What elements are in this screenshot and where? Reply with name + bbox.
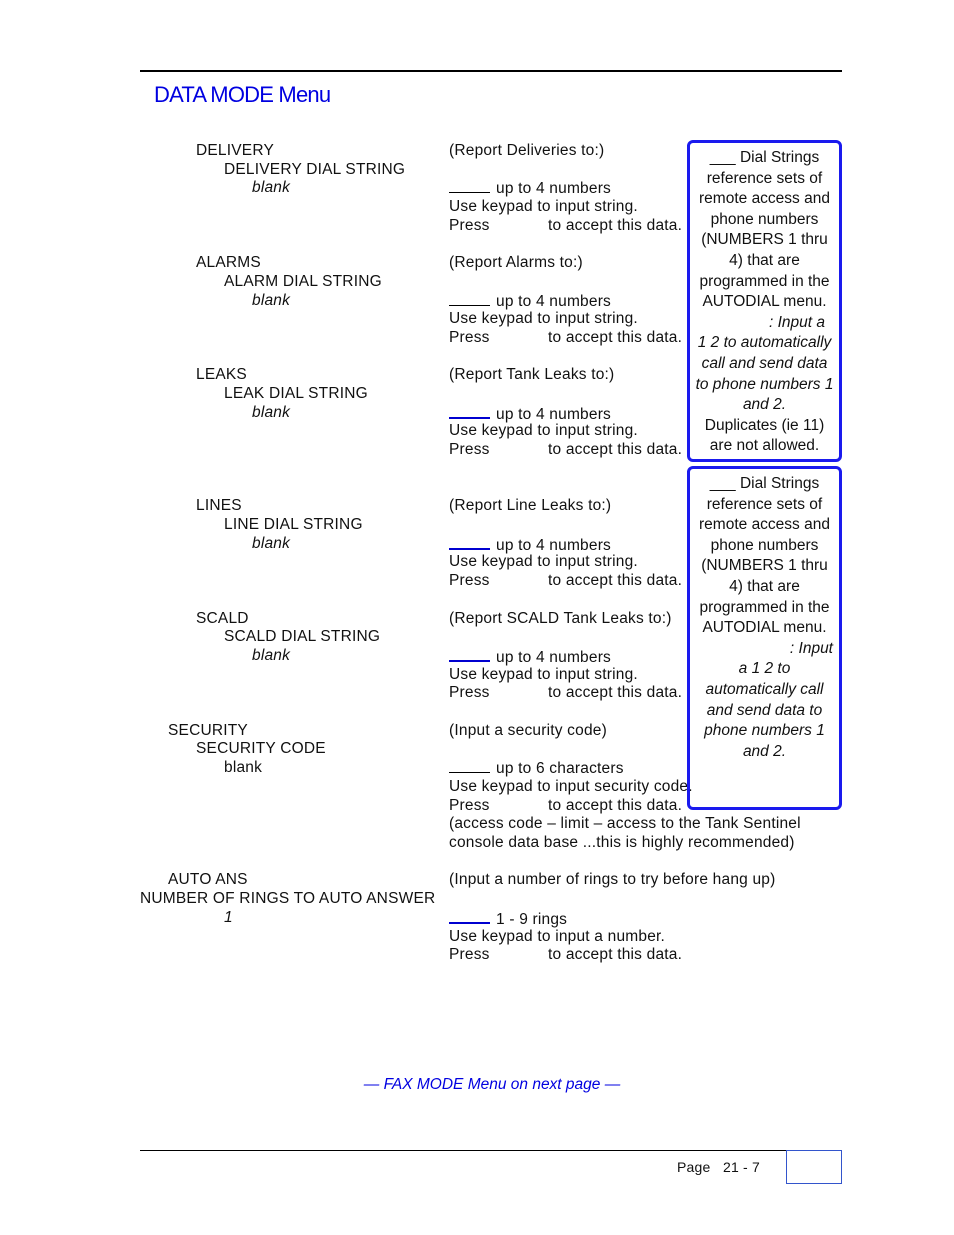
note1-line: : Input a: [768, 313, 825, 331]
scald-accept: to accept this data.: [548, 684, 683, 701]
security-extra-2: console data base ...this is highly recommended): [449, 834, 795, 851]
lines-heading: LINES: [196, 497, 242, 514]
alarms-default: blank: [252, 292, 291, 309]
note2-line: ___ Dial Strings: [709, 475, 820, 492]
delivery-press: Press: [449, 217, 490, 234]
autoans-use: Use keypad to input a number.: [449, 928, 666, 945]
alarms-heading: ALARMS: [196, 254, 261, 271]
autoans-range: 1 - 9 rings: [496, 911, 568, 928]
next-page-hint: — FAX MODE Menu on next page —: [363, 1076, 621, 1093]
entry-blank: [449, 403, 490, 419]
leaks-heading: LEAKS: [196, 366, 247, 383]
leaks-use: Use keypad to input string.: [449, 422, 638, 439]
security-sub: SECURITY CODE: [196, 740, 326, 757]
scald-press: Press: [449, 684, 490, 701]
delivery-range: up to 4 numbers: [496, 180, 612, 197]
note2-line: programmed in the: [699, 598, 830, 616]
delivery-heading: DELIVERY: [196, 142, 274, 159]
page-title: DATA MODE Menu: [154, 82, 331, 107]
lines-sub: LINE DIAL STRING: [224, 516, 363, 533]
autoans-report: (Input a number of rings to try before hang up): [449, 871, 776, 888]
note-box-dial-strings: [687, 140, 842, 462]
note1-line: to phone numbers 1: [695, 375, 834, 393]
note2-line: phone numbers 1: [704, 722, 825, 740]
security-accept: to accept this data.: [548, 797, 683, 814]
delivery-range-row: [449, 178, 611, 198]
note1-line: are not allowed.: [709, 437, 820, 455]
page-number: 21 - 7: [723, 1159, 760, 1175]
note1-line: remote access and: [699, 190, 830, 208]
delivery-use: Use keypad to input string.: [449, 198, 638, 215]
alarms-sub: ALARM DIAL STRING: [224, 273, 382, 290]
scald-sub: SCALD DIAL STRING: [224, 628, 381, 645]
entry-blank: [449, 758, 490, 773]
security-range: up to 6 characters: [496, 760, 624, 777]
note2-line: phone numbers: [710, 536, 819, 554]
note1-line: 4) that are: [729, 251, 800, 269]
lines-use: Use keypad to input string.: [449, 553, 638, 570]
leaks-accept: to accept this data.: [548, 441, 683, 458]
scald-heading: SCALD: [196, 610, 249, 627]
leaks-default: blank: [252, 404, 291, 421]
note2-line: reference sets of: [706, 495, 823, 513]
delivery-sub: DELIVERY DIAL STRING: [224, 161, 406, 178]
leaks-report: (Report Tank Leaks to:): [449, 366, 615, 383]
note1-line: call and send data: [701, 354, 828, 372]
note2-line: AUTODIAL menu.: [702, 619, 827, 637]
scald-default: blank: [252, 647, 291, 664]
lines-accept: to accept this data.: [548, 572, 683, 589]
note1-line: Duplicates (ie 11): [704, 416, 825, 434]
security-heading: SECURITY: [168, 722, 248, 739]
note2-line: and send data to: [706, 701, 823, 719]
note2-line: 4) that are: [729, 577, 800, 595]
lines-report: (Report Line Leaks to:): [449, 497, 612, 514]
footer-rule: [140, 1150, 842, 1151]
entry-blank: [449, 291, 490, 306]
alarms-use: Use keypad to input string.: [449, 310, 638, 327]
entry-blank: [449, 178, 490, 193]
leaks-press: Press: [449, 441, 490, 458]
page-label: Page: [677, 1159, 711, 1175]
scald-range-row: [449, 646, 611, 667]
alarms-report: (Report Alarms to:): [449, 254, 583, 271]
leaks-sub: LEAK DIAL STRING: [224, 385, 368, 402]
autoans-sub: NUMBER OF RINGS TO AUTO ANSWER: [140, 890, 436, 907]
scald-use: Use keypad to input string.: [449, 666, 638, 683]
lines-default: blank: [252, 535, 291, 552]
note2-line: : Input: [789, 639, 833, 657]
delivery-accept: to accept this data.: [548, 217, 683, 234]
scald-report: (Report SCALD Tank Leaks to:): [449, 610, 672, 627]
note-box-dial-strings-2: [687, 466, 842, 810]
note1-line: AUTODIAL menu.: [702, 293, 827, 311]
security-default: blank: [224, 759, 263, 776]
lines-press: Press: [449, 572, 490, 589]
note1-line: programmed in the: [699, 272, 830, 290]
leaks-range: up to 4 numbers: [496, 406, 612, 423]
note1-line: (NUMBERS 1 thru: [701, 231, 828, 249]
note1-line: 1 2 to automatically: [697, 334, 832, 352]
entry-blank: [449, 646, 490, 662]
header-rule: [140, 70, 842, 72]
autoans-range-row: [449, 908, 567, 929]
scald-range: up to 4 numbers: [496, 649, 612, 666]
lines-range: up to 4 numbers: [496, 537, 612, 554]
note1-line: and 2.: [742, 396, 787, 414]
security-press: Press: [449, 797, 490, 814]
alarms-accept: to accept this data.: [548, 329, 683, 346]
alarms-range: up to 4 numbers: [496, 293, 612, 310]
security-range-row: [449, 758, 624, 778]
security-use: Use keypad to input security code.: [449, 778, 693, 795]
note2-line: automatically call: [705, 680, 824, 698]
entry-blank: [449, 908, 490, 924]
page-tab-box: [786, 1150, 842, 1184]
note1-line: reference sets of: [706, 169, 823, 187]
alarms-range-row: [449, 291, 611, 311]
note1-line: ___ Dial Strings: [709, 149, 820, 166]
note2-line: remote access and: [699, 516, 830, 534]
note2-line: a 1 2 to: [738, 660, 791, 678]
delivery-report: (Report Deliveries to:): [449, 142, 605, 159]
security-extra-1: (access code – limit – access to the Tank Sentinel: [449, 815, 801, 832]
note2-line: and 2.: [742, 742, 787, 760]
autoans-default: 1: [224, 909, 233, 926]
alarms-press: Press: [449, 329, 490, 346]
entry-blank: [449, 534, 490, 550]
autoans-press: Press: [449, 946, 490, 963]
delivery-default: blank: [252, 179, 291, 196]
autoans-accept: to accept this data.: [548, 946, 683, 963]
autoans-heading: AUTO ANS: [168, 871, 248, 888]
note2-line: (NUMBERS 1 thru: [701, 557, 828, 575]
security-report: (Input a security code): [449, 722, 607, 739]
note1-line: phone numbers: [710, 210, 819, 228]
